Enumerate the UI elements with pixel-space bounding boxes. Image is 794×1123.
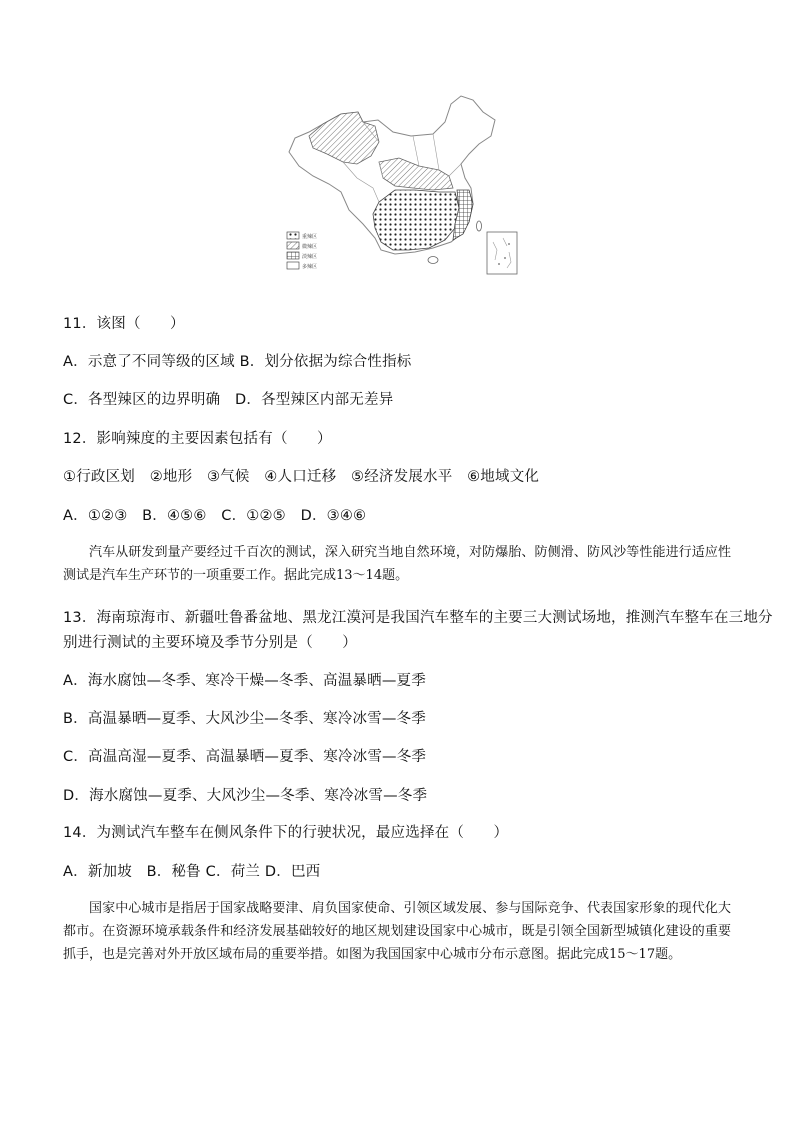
passage-2: 国家中心城市是指居于国家战略要津、肩负国家使命、引领区域发展、参与国际竞争、代表国家形象的现代化大都市。在资源环境承载条件和经济发展基础较好的地区规划建设国家中心城市，既是引领全国新型城镇化建设的重要抓手，也是完善对外开放区域布局的重要举措。如图为我国国家中心城市分布示意图。据此完成15～17题。 bbox=[63, 901, 731, 962]
legend-label-2: 微辣区 bbox=[302, 244, 318, 250]
passage-1: 汽车从研发到量产要经过千百次的测试，深入研究当地自然环境，对防爆胎、防侧滑、防风沙等性能进行适应性测试是汽车生产环节的一项重要工作。据此完成13～14题。 bbox=[63, 545, 731, 583]
legend-label-4: 多辣区 bbox=[302, 264, 318, 270]
map-legend bbox=[287, 232, 317, 270]
q13-stem-line1: 13．海南琼海市、新疆吐鲁番盆地、黑龙江漠河是我国汽车整车的主要三大测试场地，推测汽车整车在三地分 bbox=[63, 610, 773, 626]
q13-option-d: D．海水腐蚀—夏季、大风沙尘—冬季、寒冷冰雪—冬季 bbox=[63, 788, 428, 804]
q11-options-cd: C．各型辣区的边界明确 D．各型辣区内部无差异 bbox=[63, 392, 394, 408]
q14-options: A．新加坡 B．秘鲁 C．荷兰 D．巴西 bbox=[63, 864, 321, 880]
q12-stem: 12．影响辣度的主要因素包括有（ ） bbox=[63, 431, 332, 447]
q12-options: A．①②③ B．④⑤⑥ C．①②⑤ D．③④⑥ bbox=[63, 508, 367, 524]
q11-stem: 11．该图（ ） bbox=[63, 316, 185, 332]
legend-label-1: 重辣区 bbox=[302, 234, 318, 240]
q13-option-a: A．海水腐蚀—冬季、寒冷干燥—冬季、高温暴晒—夏季 bbox=[63, 673, 426, 689]
spicy-zone-map bbox=[283, 92, 523, 280]
q13-option-b: B．高温暴晒—夏季、大风沙尘—冬季、寒冷冰雪—冬季 bbox=[63, 711, 426, 727]
q13-stem-line2: 别进行测试的主要环境及季节分别是（ ） bbox=[63, 635, 357, 651]
q11-options-ab: A．示意了不同等级的区域 B．划分依据为综合性指标 bbox=[63, 354, 412, 370]
south-sea-inset bbox=[487, 232, 517, 274]
taiwan-island bbox=[477, 221, 482, 231]
hainan-island bbox=[428, 257, 438, 264]
q14-stem: 14．为测试汽车整车在侧风条件下的行驶状况，最应选择在（ ） bbox=[63, 825, 509, 841]
q13-option-c: C．高温高湿—夏季、高温暴晒—夏季、寒冷冰雪—冬季 bbox=[63, 749, 427, 765]
q12-factors: ①行政区划 ②地形 ③气候 ④人口迁移 ⑤经济发展水平 ⑥地域文化 bbox=[63, 469, 540, 485]
legend-label-3: 淡辣区 bbox=[302, 254, 318, 260]
